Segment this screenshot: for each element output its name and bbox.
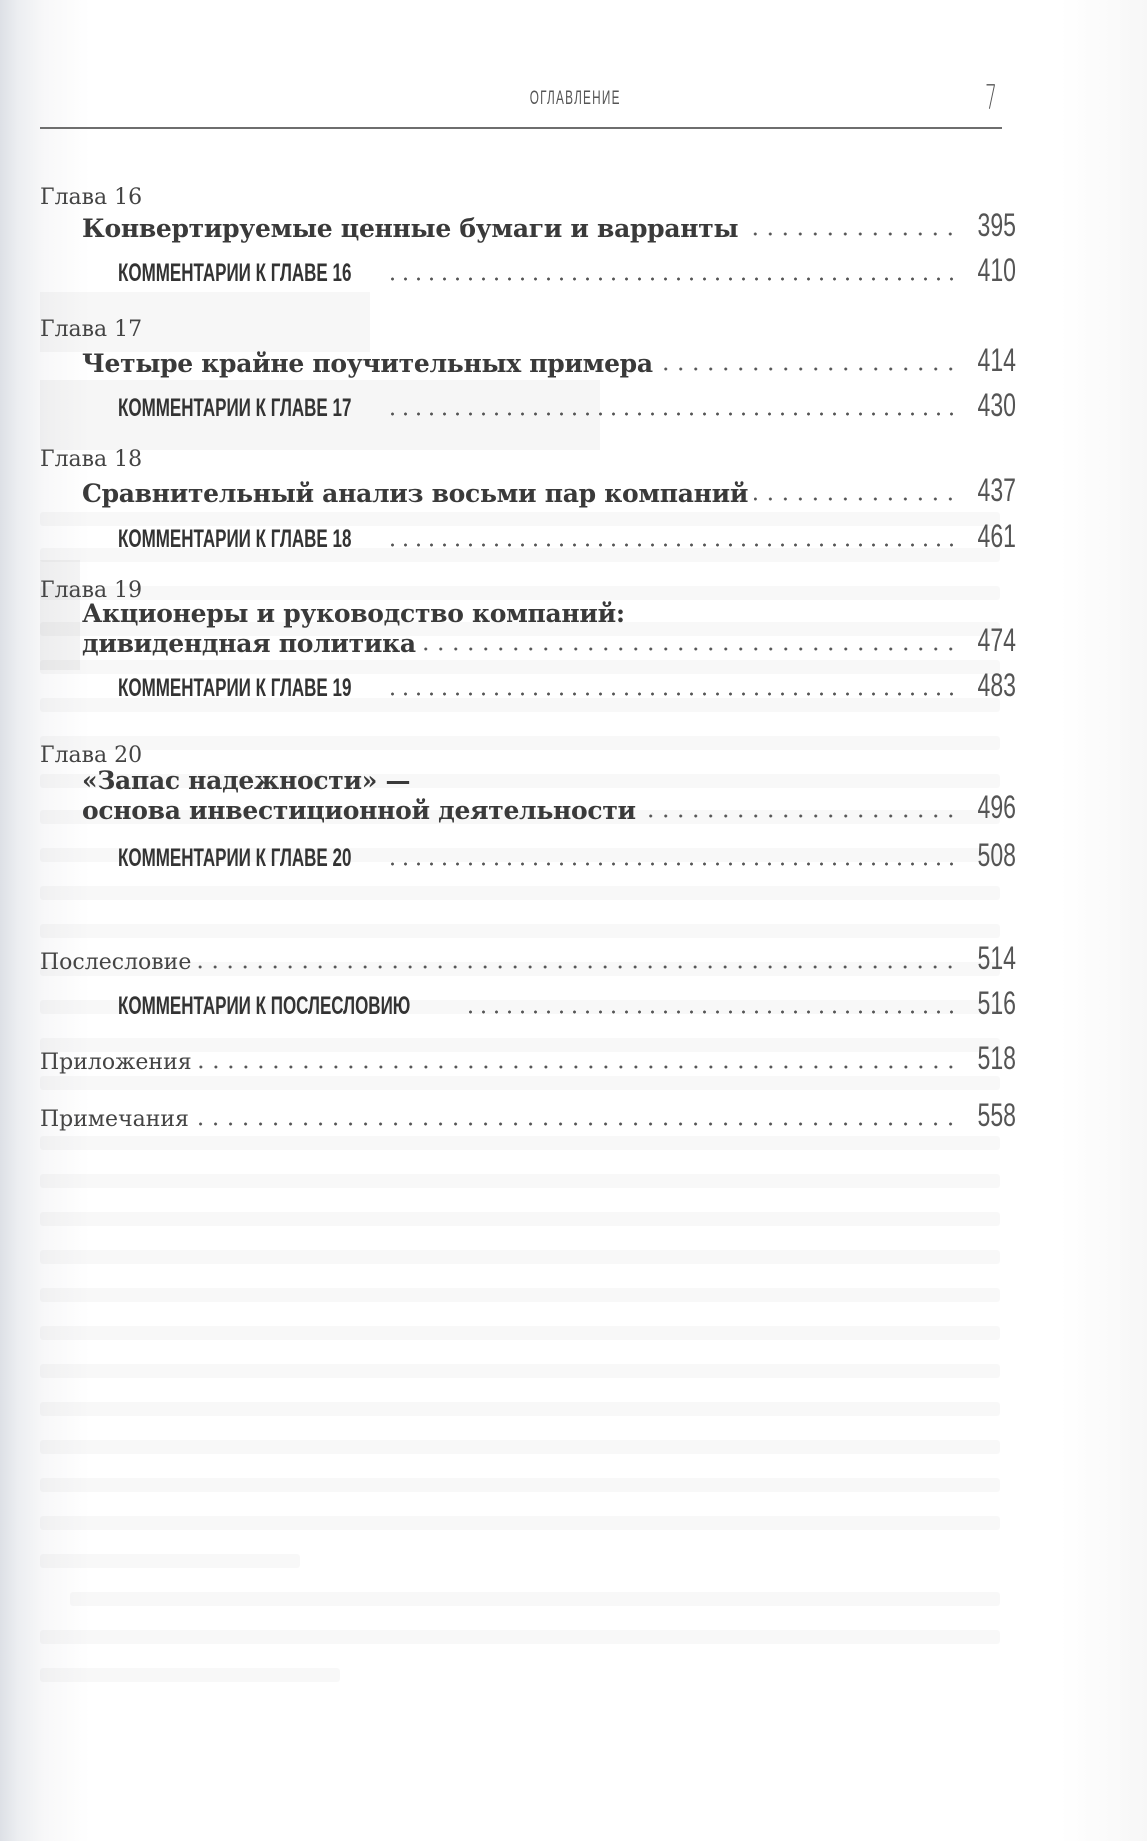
page-ref: 410	[977, 252, 1016, 288]
toc-entry-comments[interactable]	[118, 837, 1016, 873]
page-ref: 558	[977, 1097, 1016, 1133]
entry-label: Примечания	[40, 1107, 189, 1132]
dot-leader	[389, 542, 958, 548]
dot-leader	[754, 496, 958, 502]
toc-entry-comments[interactable]	[118, 985, 1016, 1021]
toc-entry-comments[interactable]	[118, 518, 1016, 554]
page-ref: 474	[977, 622, 1016, 658]
chapter-title-continued: основа инвестиционной деятельности	[82, 796, 636, 825]
comments-label: КОММЕНТАРИИ К ГЛАВЕ 17	[118, 394, 352, 422]
page-ref: 516	[977, 985, 1016, 1021]
dot-leader	[198, 1064, 958, 1070]
page-ref: 430	[977, 387, 1016, 423]
chapter-title: Четыре крайне поучительных примера	[82, 349, 653, 378]
toc-entry-notes[interactable]	[40, 1097, 1016, 1133]
comments-label: КОММЕНТАРИИ К ГЛАВЕ 16	[118, 259, 352, 287]
chapter-title: Сравнительный анализ восьми пар компаний	[82, 479, 749, 508]
toc-entry-title[interactable]	[82, 342, 1016, 378]
page-ref: 461	[977, 518, 1016, 554]
page-ref: 496	[977, 789, 1016, 825]
dot-leader	[422, 646, 958, 652]
dot-leader	[659, 366, 958, 372]
page-ref: 395	[977, 207, 1016, 243]
toc-entry-title[interactable]	[82, 789, 1016, 825]
chapter-title: Акционеры и руководство компаний:	[82, 599, 625, 628]
page-ref: 437	[977, 472, 1016, 508]
dot-leader	[389, 411, 958, 417]
header-rule	[40, 127, 1002, 129]
dot-leader	[195, 1121, 958, 1127]
toc-entry-comments[interactable]	[118, 387, 1016, 423]
page-number: 7	[985, 78, 997, 118]
chapter-label: Глава 16	[40, 185, 143, 210]
dot-leader	[744, 231, 958, 237]
toc-entry-afterword[interactable]	[40, 940, 1016, 976]
toc-entry-title-line-1[interactable]	[82, 601, 1002, 626]
comments-label: КОММЕНТАРИИ К ГЛАВЕ 19	[118, 674, 352, 702]
dot-leader	[389, 276, 958, 282]
chapter-label: Глава 17	[40, 317, 143, 342]
entry-label: Приложения	[40, 1050, 192, 1075]
dot-leader	[389, 691, 958, 697]
chapter-label: Глава 19	[40, 578, 143, 603]
comments-label: КОММЕНТАРИИ К ГЛАВЕ 20	[118, 844, 352, 872]
comments-label: КОММЕНТАРИИ К ГЛАВЕ 18	[118, 525, 352, 553]
dot-leader	[389, 861, 958, 867]
dot-leader	[197, 964, 958, 970]
entry-label: Послесловие	[40, 950, 192, 975]
page-ref: 514	[977, 940, 1016, 976]
chapter-label: Глава 20	[40, 743, 143, 768]
chapter-title-continued: дивидендная политика	[82, 629, 416, 658]
page-ref: 508	[977, 837, 1016, 873]
dot-leader	[642, 813, 958, 819]
toc-entry-appendices[interactable]	[40, 1040, 1016, 1076]
toc-entry-title[interactable]	[82, 207, 1016, 243]
chapter-title: Конвертируемые ценные бумаги и варранты	[82, 214, 739, 243]
comments-label: КОММЕНТАРИИ К ПОСЛЕСЛОВИЮ	[118, 992, 411, 1020]
page-ref: 518	[977, 1040, 1016, 1076]
page-ref: 414	[977, 342, 1016, 378]
toc-entry-title[interactable]	[82, 622, 1016, 658]
running-head-title: ОГЛАВЛЕНИЕ	[529, 88, 621, 109]
dot-leader	[459, 1009, 958, 1015]
chapter-title: «Запас надежности» —	[82, 766, 411, 795]
toc-entry-comments[interactable]	[118, 667, 1016, 703]
toc-entry-title-line-1[interactable]	[82, 768, 1002, 793]
toc-entry-comments[interactable]	[118, 252, 1016, 288]
page-ref: 483	[977, 667, 1016, 703]
toc-entry-title[interactable]	[82, 472, 1016, 508]
chapter-label: Глава 18	[40, 447, 143, 472]
